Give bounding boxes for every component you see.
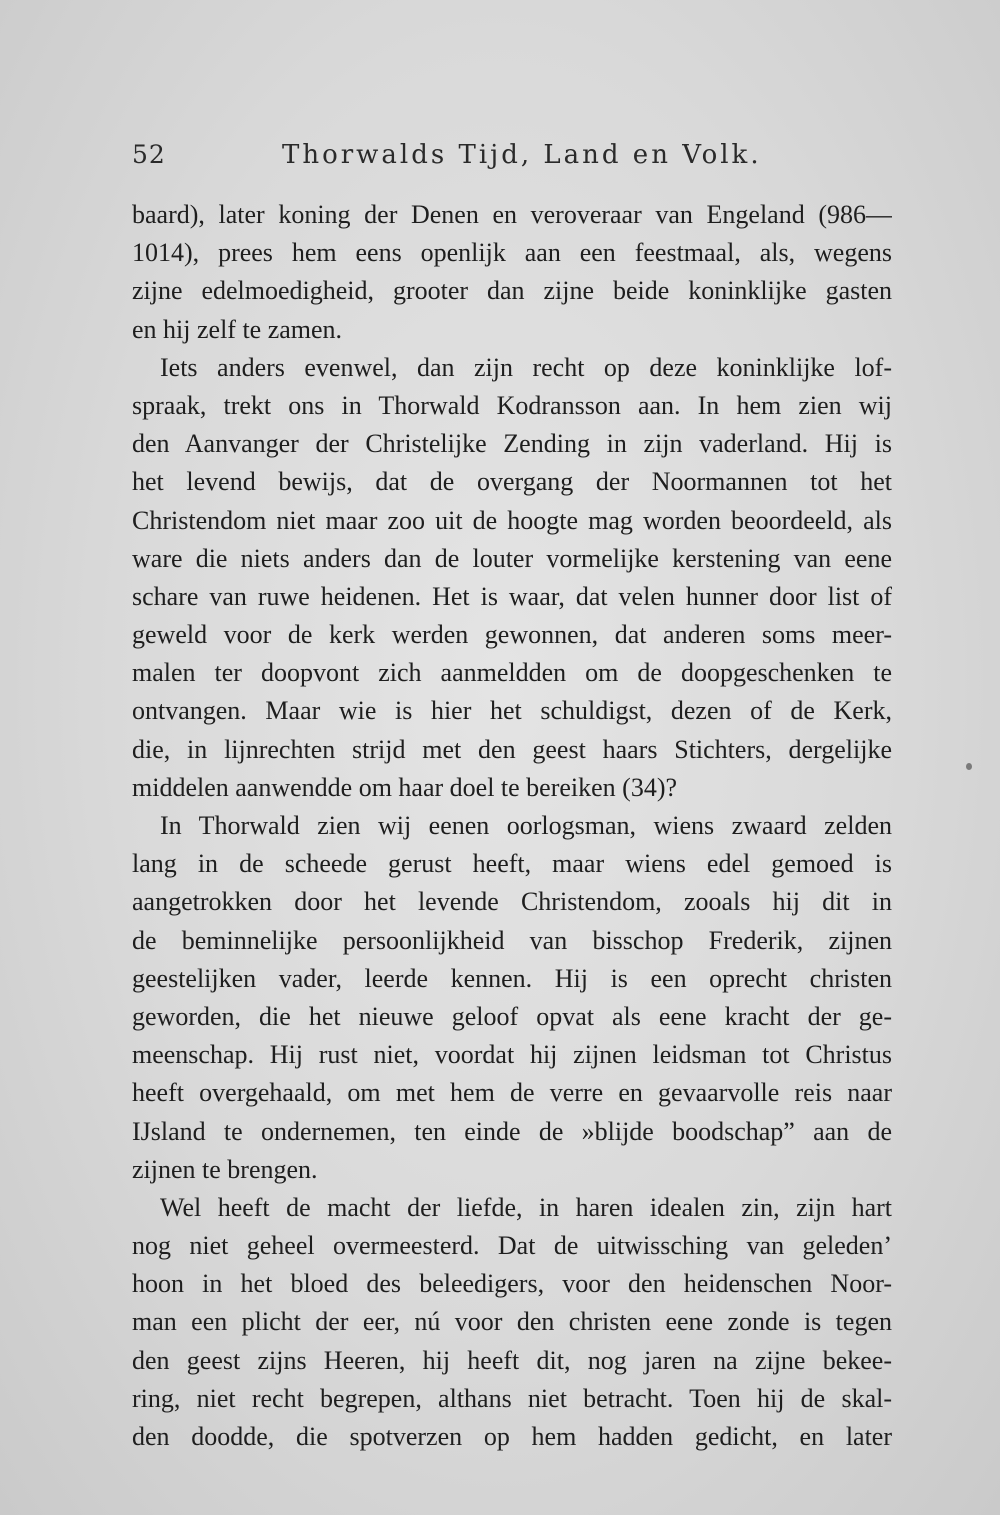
text-line: zijne edelmoedigheid, grooter dan zijne beide koninklijke gasten <box>132 276 892 306</box>
text-line: ontvangen. Maar wie is hier het schuldigst, dezen of de Kerk, <box>132 696 892 726</box>
text-line: Wel heeft de macht der liefde, in haren idealen zin, zijn hart <box>160 1192 892 1222</box>
page-header <box>132 140 892 180</box>
text-line: baard), later koning der Denen en veroveraar van Engeland (986— <box>132 200 892 229</box>
text-line: hoon in het bloed des beleedigers, voor den heidenschen Noor- <box>132 1269 892 1299</box>
text-line: en hij zelf te zamen. <box>132 314 343 344</box>
text-line: zijnen te brengen. <box>132 1154 318 1184</box>
text-line: den doodde, die spotverzen op hem hadden gedicht, en later <box>132 1422 892 1451</box>
text-line: man een plicht der eer, nú voor den christen eene zonde is tegen <box>132 1307 892 1337</box>
text-line: ware die niets anders dan de louter vormelijke kerstening van eene <box>132 543 892 573</box>
text-line: spraak, trekt ons in Thorwald Kodransson aan. In hem zien wij <box>132 390 892 420</box>
text-line: ring, niet recht begrepen, althans niet betracht. Toen hij de skal- <box>132 1383 892 1413</box>
text-line: geworden, die het nieuwe geloof opvat als eene kracht der ge- <box>132 1001 892 1031</box>
page-number: 52 <box>132 140 166 169</box>
text-line: nog niet geheel overmeesterd. Dat de uitwissching van geleden’ <box>132 1231 892 1261</box>
text-line: geweld voor de kerk werden gewonnen, dat anderen soms meer- <box>132 620 892 650</box>
text-line: Iets anders evenwel, dan zijn recht op deze koninklijke lof- <box>160 352 892 382</box>
ink-spot <box>966 763 972 770</box>
text-line: 1014), prees hem eens openlijk aan een feestmaal, als, wegens <box>132 238 892 268</box>
text-line: het levend bewijs, dat de overgang der Noormannen tot het <box>132 467 892 497</box>
text-line: schare van ruwe heidenen. Het is waar, dat velen hunner door list of <box>132 581 892 611</box>
text-line: heeft overgehaald, om met hem de verre en gevaarvolle reis naar <box>132 1078 892 1108</box>
text-line: aangetrokken door het levende Christendom, zooals hij dit in <box>132 887 892 917</box>
text-line: In Thorwald zien wij eenen oorlogsman, wiens zwaard zelden <box>160 811 892 840</box>
text-line: IJsland te ondernemen, ten einde de »blijde boodschap” aan de <box>132 1116 892 1146</box>
text-line: den Aanvanger der Christelijke Zending in zijn vaderland. Hij is <box>132 429 892 459</box>
text-line: meenschap. Hij rust niet, voordat hij zijnen leidsman tot Christus <box>132 1040 892 1070</box>
running-title: Thorwalds Tijd, Land en Volk. <box>282 140 762 170</box>
text-line: lang in de scheede gerust heeft, maar wiens edel gemoed is <box>132 849 892 879</box>
text-line: Christendom niet maar zoo uit de hoogte mag worden beoordeeld, als <box>132 505 892 535</box>
text-line: geestelijken vader, leerde kennen. Hij is een oprecht christen <box>132 963 892 993</box>
text-line: die, in lijnrechten strijd met den geest haars Stichters, dergelijke <box>132 734 892 764</box>
text-line: den geest zijns Heeren, hij heeft dit, nog jaren na zijne bekee- <box>132 1345 892 1375</box>
text-line: malen ter doopvont zich aanmeldden om de doopgeschenken te <box>132 658 892 688</box>
text-line: middelen aanwendde om haar doel te bereiken (34)? <box>132 772 678 802</box>
text-line: de beminnelijke persoonlijkheid van bisschop Frederik, zijnen <box>132 925 892 955</box>
body-text <box>132 196 892 1456</box>
